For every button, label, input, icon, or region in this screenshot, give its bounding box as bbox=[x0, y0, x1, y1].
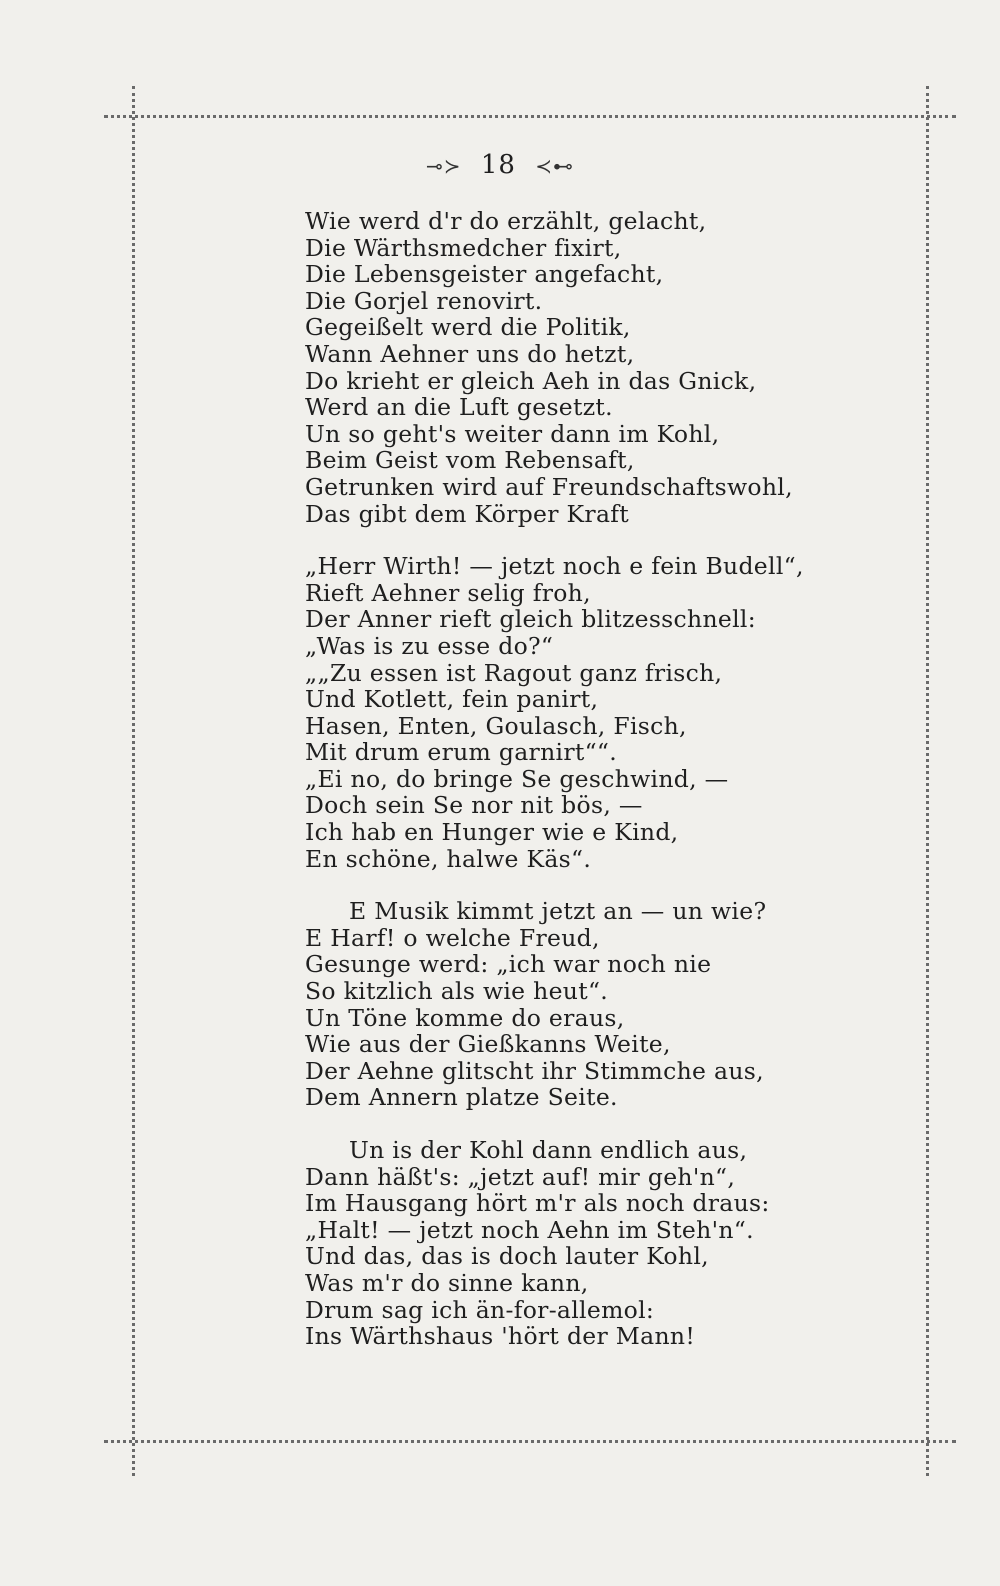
poem-line: Mit drum erum garnirt““. bbox=[305, 738, 617, 767]
poem-line: Un is der Kohl dann endlich aus, bbox=[349, 1136, 748, 1164]
bottom-border-rule bbox=[104, 1440, 956, 1443]
poem-line: Do krieht er gleich Aeh in das Gnick, bbox=[305, 366, 757, 395]
poem-line: Die Wärthsmedcher fixirt, bbox=[305, 233, 622, 262]
poem-line: Die Gorjel renovirt. bbox=[305, 286, 543, 315]
poem-line: Dem Annern platze Seite. bbox=[305, 1083, 618, 1112]
poem-line: Wann Aehner uns do hetzt, bbox=[305, 339, 635, 368]
ornament-left-icon: ⊸≻ bbox=[426, 154, 462, 178]
poem-line: Un Töne komme do eraus, bbox=[305, 1003, 625, 1032]
poem-line: „Halt! — jetzt noch Aehn im Steh'n“. bbox=[305, 1215, 754, 1244]
poem-line: Die Lebensgeister angefacht, bbox=[305, 260, 664, 289]
poem-line: Drum sag ich än-for-allemol: bbox=[305, 1295, 655, 1324]
stanza bbox=[305, 898, 825, 1111]
poem-text bbox=[305, 208, 825, 1350]
poem-line: Werd an die Luft gesetzt. bbox=[305, 393, 613, 422]
poem-line: „Ei no, do bringe Se geschwind, — bbox=[305, 764, 729, 793]
poem-line: Das gibt dem Körper Kraft bbox=[305, 499, 630, 528]
poem-line: Gegeißelt werd die Politik, bbox=[305, 313, 631, 342]
poem-line: Un so geht's weiter dann im Kohl, bbox=[305, 419, 720, 448]
poem-line: Doch sein Se nor nit bös, — bbox=[305, 791, 643, 820]
page-header bbox=[0, 150, 1000, 180]
top-border-rule bbox=[104, 115, 956, 118]
poem-line: Ins Wärthshaus 'hört der Mann! bbox=[305, 1322, 696, 1351]
poem-line: Der Anner rieft gleich blitzesschnell: bbox=[305, 605, 756, 634]
right-border-rule bbox=[926, 86, 929, 1476]
poem-line: Und Kotlett, fein panirt, bbox=[305, 685, 599, 714]
poem-line: Und das, das is doch lauter Kohl, bbox=[305, 1242, 709, 1271]
poem-line: Dann häßt's: „jetzt auf! mir geh'n“, bbox=[305, 1162, 736, 1191]
poem-line: „Herr Wirth! — jetzt noch e fein Budell“, bbox=[305, 552, 804, 581]
left-border-rule bbox=[132, 86, 135, 1476]
stanza-gap bbox=[305, 1111, 825, 1137]
poem-line: E Harf! o welche Freud, bbox=[305, 923, 600, 952]
poem-line: Wie aus der Gießkanns Weite, bbox=[305, 1030, 671, 1059]
stanza-gap bbox=[305, 872, 825, 898]
poem-line: Wie werd d'r do erzählt, gelacht, bbox=[305, 207, 707, 235]
page-number: 18 bbox=[480, 150, 516, 180]
poem-line: Der Aehne glitscht ihr Stimmche aus, bbox=[305, 1056, 764, 1085]
poem-line: En schöne, halwe Käs“. bbox=[305, 844, 592, 873]
poem-line: Was m'r do sinne kann, bbox=[305, 1268, 589, 1297]
poem-line: Hasen, Enten, Goulasch, Fisch, bbox=[305, 711, 687, 740]
poem-line: Im Hausgang hört m'r als noch draus: bbox=[305, 1189, 770, 1218]
stanza bbox=[305, 1137, 825, 1350]
poem-line: „„Zu essen ist Ragout ganz frisch, bbox=[305, 658, 723, 687]
poem-line: Beim Geist vom Rebensaft, bbox=[305, 446, 635, 475]
ornament-right-icon: ≺⊷ bbox=[535, 154, 574, 178]
poem-line: „Was is zu esse do?“ bbox=[305, 631, 554, 660]
stanza bbox=[305, 208, 825, 527]
poem-line: Gesunge werd: „ich war noch nie bbox=[305, 950, 712, 979]
stanza bbox=[305, 553, 825, 872]
poem-line: E Musik kimmt jetzt an — un wie? bbox=[349, 897, 767, 926]
poem-line: Getrunken wird auf Freundschaftswohl, bbox=[305, 472, 793, 501]
poem-line: Ich hab en Hunger wie e Kind, bbox=[305, 818, 679, 847]
poem-line: Rieft Aehner selig froh, bbox=[305, 578, 591, 607]
stanza-gap bbox=[305, 527, 825, 553]
poem-line: So kitzlich als wie heut“. bbox=[305, 977, 609, 1006]
